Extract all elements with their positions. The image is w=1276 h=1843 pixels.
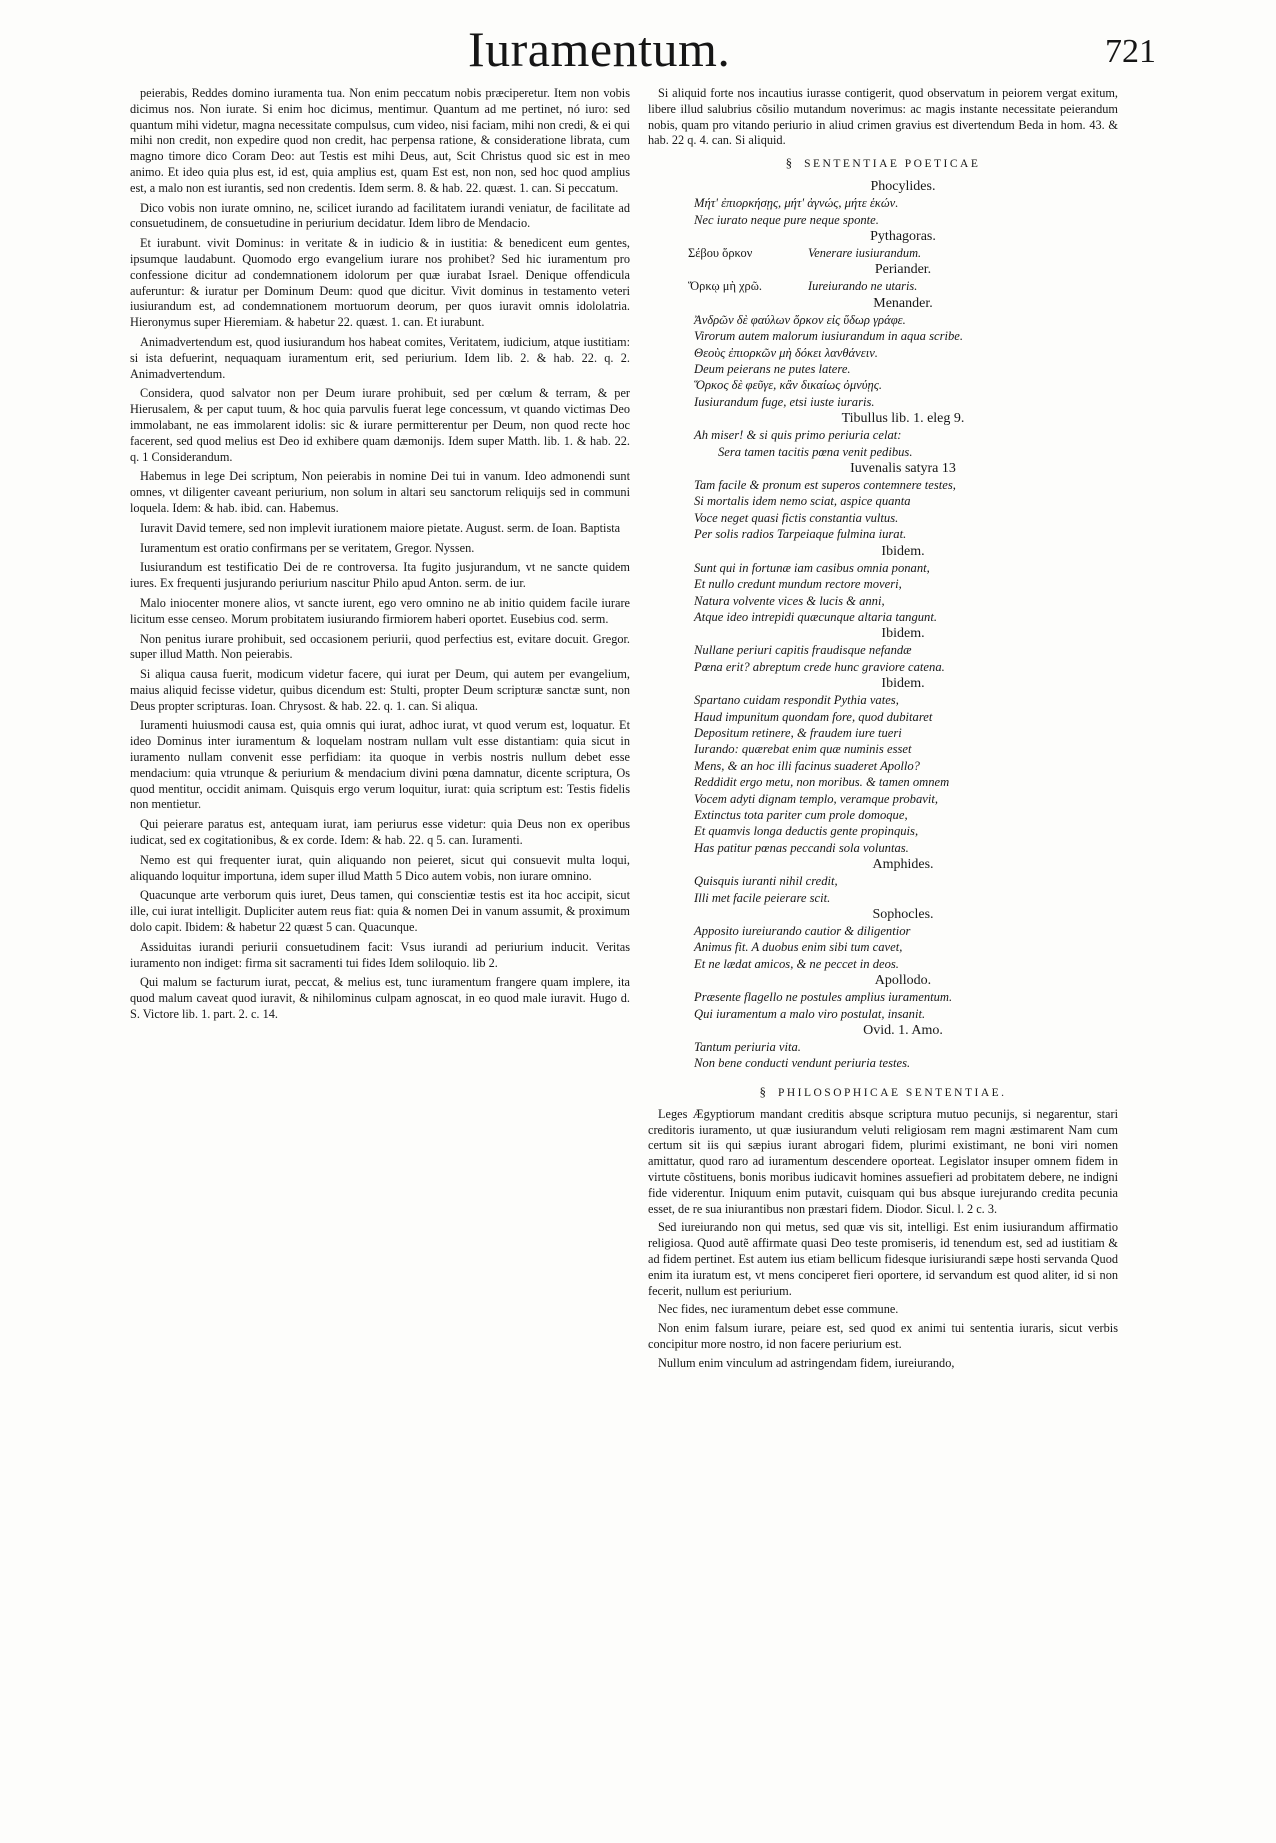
poet-name: Ibidem. [881,543,925,559]
poet-name: Iuvenalis satyra 13 [850,461,956,477]
paragraph: Assiduitas iurandi periurii consuetudinem facit: Vsus iurandi ad periurium inducit. Veritas iuramento non indiget: firma sit sacramenti tui fides Idem soliloquio. lib 2. [130,939,630,970]
verse-line: Quisquis iuranti nihil credit, [694,874,838,889]
verse-line: Sunt qui in fortunæ iam casibus omnia ponant, [694,560,930,575]
verse-line: Atque ideo intrepidi quæcunque altaria tangunt. [694,609,937,624]
greek-latin-pair [688,245,1118,261]
paragraph: Quacunque arte verborum quis iuret, Deus tamen, qui conscientiæ testis est ita hoc accipit, sicut ille, cui iurat intelligit. Dupliciter autem reus fiat: quia & nomen Dei in vanum assumit, & proximum dolo capit. Ibidem: & habetur 22 quæst 5 can. Quacunque. [130,888,630,935]
verse-line: Iurando: quærebat enim quæ numinis esset [694,742,912,757]
intro-paragraph: Si aliquid forte nos incautius iurasse contigerit, quod observatum in peiorem vergat exitum, libere illud salubrius cõsilio mutandum noverimus: ac magis instante necessitate peierandum nobis, quam pro vitando periurio in aliud crimen gravius est divertendum Beda in hom. 43. & hab. 22 q. 4. can. Si aliquid. [648,86,1118,148]
paragraph: Iuravit David temere, sed non implevit iurationem maiore pietate. August. serm. de Ioan. Baptista [140,520,621,535]
verse-line: Spartano cuidam respondit Pythia vates, [694,693,899,708]
poet-name: Pythagoras. [870,229,936,244]
verse-line: Ah miser! & si quis primo periuria celat: [694,428,902,443]
verse-line: Mens, & an hoc illi facinus suaderet Apollo? [694,758,920,773]
poet-name: Phocylides. [870,179,936,195]
verse-line: Haud impunitum quondam fore, quod dubitaret [694,709,933,724]
right-column [648,86,1118,1375]
paragraph: Leges Ægyptiorum mandant creditis absque scriptura mutuo pecunijs, si negarentur, stari creditoris iuramento, ut quæ iusiurandum veluti religiosam rem magni æstimarent Nam cum certum sit iis qui sæpius iurant abrogari fidem, plurimi existimant, ne boni viri nomen amittatur, quod raro ad iuramentum descendere oporteat. Legislator insuper omnem fidem in virtute cõstituens, bonis moribus iudicavit homines assuefieri ad probitatem debere, ne indigni fide viderentur. Iniquum enim putavit, cuisquam qui bus absque iurejurando credita pecunia esset, de re sua iniurantibus non præstari fidem. Diodor. Sicul. l. 2 c. 3. [648,1106,1118,1216]
verse-line: Præsente flagello ne postules amplius iuramentum. [694,990,953,1005]
verse-line: Tam facile & pronum est superos contemnere testes, [694,478,956,493]
greek-verse: Ὅρκος δὲ φεῦγε, κἂν δικαίως ὀμνύῃς. [694,378,883,393]
greek-latin-pair [688,278,1118,294]
paragraph: Iusiurandum est testificatio Dei de re controversa. Ita fugito jusjurandum, vt ne sancte quidem iures. Ex frequenti jusjurando periurium nascitur Philo apud Anton. serm. de iur. [130,560,630,591]
verse-line: Virorum autem malorum iusiurandum in aqua scribe. [694,329,964,344]
verse-line: Per solis radios Tarpeiaque fulmina iurat. [694,527,907,542]
verse-line: Qui iuramentum a malo viro postulat, insanit. [694,1006,926,1021]
paragraph: Non enim falsum iurare, peiare est, sed quod ex animi tui sententia iuraris, sicut verbis concipitur more nostro, id non facere periurium est. [648,1321,1118,1351]
poet-name: Ovid. 1. Amo. [863,1023,943,1039]
section-mark: § [785,155,793,171]
verse-line: Et ne lædat amicos, & ne peccet in deos. [694,956,899,971]
verse-line: Non bene conducti vendunt periuria testes. [694,1056,911,1071]
greek-verse: Σέβου ὅρκον [688,246,753,260]
paragraph: Et iurabunt. vivit Dominus: in veritate & in iudicio & in iustitia: & benedicent eum gentes, ipsumque laudabunt. Quomodo ergo evangelium iurare nos prohibet? Sed hic iuramentum pro confessione dicitur ad condemnationem idolorum per quæ iurabat Israel. Denique offendicula auferuntur: & iuratur per Dominum Deum: quod que dicitur. Vivit dominus in testamento veteri iusiurandum est, ad condemnationem mortuorum deorum, per quos iuravit omnis idololatria. Hieronymus super Hieremiam. & habetur 22. quæst. 1. can. Et iurabunt. [130,236,630,330]
verse-line: Extinctus tota pariter cum prole domoque, [694,807,908,822]
verse-line: Natura volvente vices & lucis & anni, [694,593,885,608]
verse-line: Et quamvis longa deductis gente propinquis, [694,824,919,839]
verse-line: Tantum periuria vita. [694,1040,801,1055]
verse-line: Sera tamen tacitis pœna venit pedibus. [718,444,913,459]
section-heading-philosophic [648,1084,1118,1101]
paragraph: Habemus in lege Dei scriptum, Non peierabis in nomine Dei tui in vanum. Ideo admonendi sunt omnes, vt diligenter caveant periurium, non solum in altari seu sanctorum reliquijs sed in communi loquela. Idem: & hab. ibid. can. Habemus. [130,469,630,515]
paragraph: Malo iniocenter monere alios, vt sancte iurent, ego vero omnino ne ab initio quidem facile iurare licitum esse censeo. Morum probitatem iusiurando firmiorem haberi oportet. Eusebius cod. serm. [130,595,630,626]
paragraph: Iuramentum est oratio confirmans per se veritatem, Gregor. Nyssen. [140,540,475,555]
verse-line: Animus fit. A duobus enim sibi tum cavet, [694,940,903,955]
poet-name: Apollodo. [874,973,932,989]
page-number: 721 [1105,33,1156,70]
section-heading-text: SENTENTIAE POETICAE [804,158,981,171]
poet-name: Sophocles. [872,907,934,922]
poet-name: Ibidem. [881,676,925,692]
verse-line: Nullane periuri capitis fraudisque nefandæ [694,643,912,658]
paragraph: Nec fides, nec iuramentum debet esse commune. [658,1302,899,1317]
paragraph: Considera, quod salvator non per Deum iurare prohibuit, sed per cœlum & terram, & per Hierusalem, & per caput tuum, & hoc quia parvulis fuerat lege concessum, vt quando victimas Deo immolabant, ne eas immolarent idolis: sic & iurare permitterentur per Deum, non quod recte hoc facerent, sed quod melius est Deo id exhibere quam dæmonijs. Idem super Matth. lib. 1. & hab. 22. q. 1 Considerandum. [130,386,630,464]
verse-line: Depositum retinere, & fraudem iure tueri [694,725,902,740]
verse-line: Vocem adyti dignam templo, veramque probavit, [694,791,939,806]
verse-line: Apposito iureiurando cautior & diligentior [694,924,911,938]
poet-name: Ibidem. [881,626,925,642]
verse-line: Nec iurato neque pure neque sponte. [694,212,879,227]
section-mark: § [759,1083,766,1099]
paragraph: Animadvertendum est, quod iusiurandum hos habeat comites, Veritatem, iudicium, atque iustitiam: si ista defuerint, nequaquam iuramentum erit, sed periurium. Idem lib. 2. & hab. 22. q. 2. Animadvertendum. [130,334,630,381]
greek-verse: Ἀνδρῶν δὲ φαύλων ὅρκον εἰς ὕδωρ γράφε. [694,312,906,327]
left-column [130,86,630,1027]
section-heading-poetic [648,155,1118,172]
verse-line: Deum peierans ne putes latere. [694,362,851,377]
verse-line: Venerare iusiurandum. [808,246,922,260]
page-title: Iuramentum. [468,21,731,77]
paragraph: Qui peierare paratus est, antequam iurat, iam periurus esse videtur: quia Deus non ex operibus iudicat, sed ex cogitationibus, & ex corde. Idem: & hab. 22. q 5. can. Iuramenti. [130,817,630,848]
paragraph: Sed iureiurando non qui metus, sed quæ vis sit, intelligi. Est enim iusiurandum affirmatio religiosa. Quod autẽ affirmate quasi Deo teste promiseris, id tenendum est, sed ad iustitiam & ad fidem pertinet. Est autem ius etiam bellicum fidesque iurisiurandi sæpe hosti servanda Quod enim ita iuratum est, vt mens conciperet fieri oportere, id servandum est quod aliter, id si non fecerit, nullum est periurium. [648,1220,1118,1298]
verse-line: Pœna erit? abreptum crede hunc graviore catena. [694,659,945,674]
section-heading-text: PHILOSOPHICAE SENTENTIAE. [777,1086,1007,1099]
paragraph: Si aliqua causa fuerit, modicum videtur facere, qui iurat per Deum, qui autem per evangelium, maius aliquid fecisse videtur, quibus dicendum est: Stulti, propter Deum scripturæ sanctæ sunt, non Deus propter scripturas. Ioan. Chrysost. & hab. 22. q. 1. can. Si aliqua. [130,667,630,713]
verse-line: Illi met facile peierare scit. [694,890,831,905]
paragraph: Dico vobis non iurate omnino, ne, scilicet iurando ad facilitatem iurandi veniatur, de facilitate ad consuetudinem, de consuetudine in periurium decidatur. Idem libro de Mendacio. [130,200,630,231]
paragraph: Nullum enim vinculum ad astringendam fidem, iureiurando, [658,1355,955,1370]
verse-line: Reddidit ergo metu, non moribus. & tamen omnem [694,775,950,790]
paragraph: peierabis, Reddes domino iuramenta tua. Non enim peccatum nobis præciperetur. Item non vobis dicimus nos. Non iurate. Si enim hoc dicimus, mentimur. Quantum ad me pertinet, nó iuro: sed quantum mihi videtur, magna necessitate compulsus, cum video, nisi faciam, mihi non credi, & ei qui mihi non credit, non expedire quod non credit, hac perpensa ratione, & consideratione librata, cum magno timore dico Coram Deo: aut Testis est mihi Deus, aut, Scit Christus quod sic est in meo animo. Et ideo quia plus est, id est, quia amplius est, quam Est est, non non, sed hoc quod amplius est, a malo non est iurantis, sed non credentis. Idem serm. 8. & hab. 22. quæst. 1. can. Si peccatum. [130,86,630,195]
greek-verse: Ὅρκῳ μὴ χρῶ. [688,279,762,294]
verse-line: Voce neget quasi fictis constantia vultus. [694,510,899,525]
verse-line: Iureiurando ne utaris. [808,279,918,294]
greek-verse: Μήτ' ἐπιορκήσῃς, μήτ' ἀγνώς, μήτε ἑκών. [694,196,899,211]
verse-line: Et nullo credunt mundum rectore moveri, [694,577,902,592]
running-head [0,18,1276,88]
paragraph: Iuramenti huiusmodi causa est, quia omnis qui iurat, adhoc iurat, vt quod verum est, loquatur. Et ideo Dominus inter iuramentum & loquelam nostram nullam vult esse distantiam: quia sicut in iuramento nullam convenit esse perfidiam: ita quoque in verbis nostris nullum debet esse mendacium: quia vtrunque & periurium & mendacium divini pœna damnatur, dicente scriptura, Os quod mentitur, occidit animam. Quisquis ergo verum loquitur, iurat: quia scriptum est: Testis fidelis non mentietur. [130,718,630,812]
paragraph: Non penitus iurare prohibuit, sed occasionem periurii, quod perfectius est, evitare docuit. Gregor. super illud Matth. Non peierabis. [130,631,630,662]
verse-line: Si mortalis idem nemo sciat, aspice quanta [694,494,911,509]
verse-line: Iusiurandum fuge, etsi iuste iuraris. [694,394,875,409]
poet-name: Amphides. [872,857,934,873]
paragraph: Qui malum se facturum iurat, peccat, & melius est, tunc iuramentum frangere quam implere, ita quod malum caveat quod iuravit, & nihilominus culpam agnoscat, in eo quod male iuravit. Hugo d. S. Victore lib. 1. part. 2. c. 14. [130,975,630,1022]
verse-line: Has patitur pœnas peccandi sola voluntas. [694,840,909,855]
paragraph: Nemo est qui frequenter iurat, quin aliquando non peieret, sicut qui consuevit multa loqui, aliquando loquitur importuna, idem super illud Matth 5 Dico autem vobis, non iurare omnino. [130,852,630,883]
poet-name: Periander. [874,262,932,278]
poet-name: Tibullus lib. 1. eleg 9. [841,411,965,427]
poet-name: Menander. [873,295,933,311]
greek-verse: Θεοὺς ἐπιορκῶν μὴ δόκει λανθάνειν. [694,345,878,360]
